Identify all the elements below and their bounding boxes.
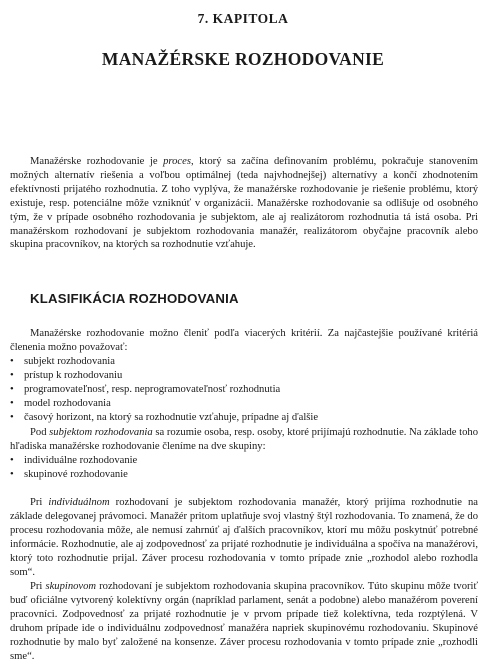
subject-paragraph: Pod subjektom rozhodovania sa rozumie osoba, resp. osoby, ktoré prijímajú rozhodnutie. Na základe toho hľadiska manažérske rozhodovanie členíme na dve skupiny: bbox=[10, 427, 478, 452]
chapter-label: 7. KAPITOLA bbox=[197, 11, 289, 26]
bullet-dot-icon: • bbox=[10, 468, 14, 480]
list-item: • programovateľnosť, resp. neprogramovateľnosť rozhodnutia bbox=[10, 383, 281, 395]
bullet-dot-icon: • bbox=[10, 411, 14, 423]
bullet-dot-icon: • bbox=[10, 369, 14, 381]
criteria-intro-paragraph: Manažérske rozhodovanie možno členiť podľa viacerých kritérií. Za najčastejšie používané kritériá členenia možno považovať: bbox=[10, 328, 478, 353]
chapter-title: MANAŽÉRSKE ROZHODOVANIE bbox=[101, 49, 385, 69]
list-item: • model rozhodovania bbox=[10, 397, 111, 409]
intro-paragraph: Manažérske rozhodovanie je proces, ktorý sa začína definovaním problému, pokračuje stanovením možných alternatív riešenia a voľbou optimálnej (teda najvhodnejšej) alternatívy a končí zhodnotením efektívnosti prijatého rozhodnutia. Z toho vyplýva, že manažérske rozhodovanie je riešenie problému, ktorý existuje, resp. potenciálne môže vzniknúť v organizácii. Manažérske rozhodovanie sa odlišuje od osobného tým, že v prípade osobného rozhodovania je subjektom, ale aj realizátorom rozhodnutia tá istá osoba. Pri manažérskom rozhodovaní je subjektom rozhodovania manažér, realizátorom obyčajne pracovník alebo skupina pracovníkov, na ktorých sa rozhodnutie vzťahuje. bbox=[10, 156, 478, 251]
list-item: • prístup k rozhodovaniu bbox=[10, 369, 123, 381]
list-item: • časový horizont, na ktorý sa rozhodnutie vzťahuje, prípadne aj ďalšie bbox=[10, 411, 319, 423]
bullet-dot-icon: • bbox=[10, 455, 14, 466]
bullet-dot-icon: • bbox=[10, 356, 14, 367]
group-paragraph: Pri skupinovom rozhodovaní je subjektom rozhodovania skupina pracovníkov. Túto skupinu môže tvoriť buď oficiálne vytvorený kolektívny orgán (napríklad parlament, senát a podobne) alebo manažérom poverení pracovníci. Zodpovednosť za prijaté rozhodnutie je v prvom prípade tiež kolektívna, teda rozptýlená. V druhom prípade ide o individuálnu zodpovednosť manažéra napriek skupinovému rozhodovaniu. Skupinové rozhodnutie by malo byť založené na konsenze. Záver procesu rozhodovania v tomto prípade znie „rozhodli sme“. bbox=[10, 581, 478, 662]
section-heading: KLASIFIKÁCIA ROZHODOVANIA bbox=[30, 291, 239, 306]
list-item: • individuálne rozhodovanie bbox=[10, 455, 138, 466]
individual-paragraph: Pri individuálnom rozhodovaní je subjektom rozhodovania manažér, ktorý prijíma rozhodnutie na základe delegovanej právomoci. Manažér pritom uplatňuje svoj vlastný štýl rozhodovania. To znamená, že do procesu rozhodovania môže, ale nemusí zahrnúť aj ďalších pracovníkov, ktorí mu môžu poskytnúť potrebné informácie. Rozhodnutie, ale aj zodpovednosť za prijaté rozhodnutie je individuálna a spočíva na manažérovi, ktorý toto rozhodnutie prijal. Záver procesu rozhodovania v tomto prípade znie „rozhodol alebo rozhodla som“. bbox=[10, 497, 478, 578]
list-item: • skupinové rozhodovanie bbox=[10, 468, 128, 480]
bullet-dot-icon: • bbox=[10, 383, 14, 395]
criteria-list bbox=[10, 355, 478, 425]
bullet-dot-icon: • bbox=[10, 397, 14, 409]
list-item: • subjekt rozhodovania bbox=[10, 356, 115, 367]
groups-list bbox=[10, 454, 478, 482]
